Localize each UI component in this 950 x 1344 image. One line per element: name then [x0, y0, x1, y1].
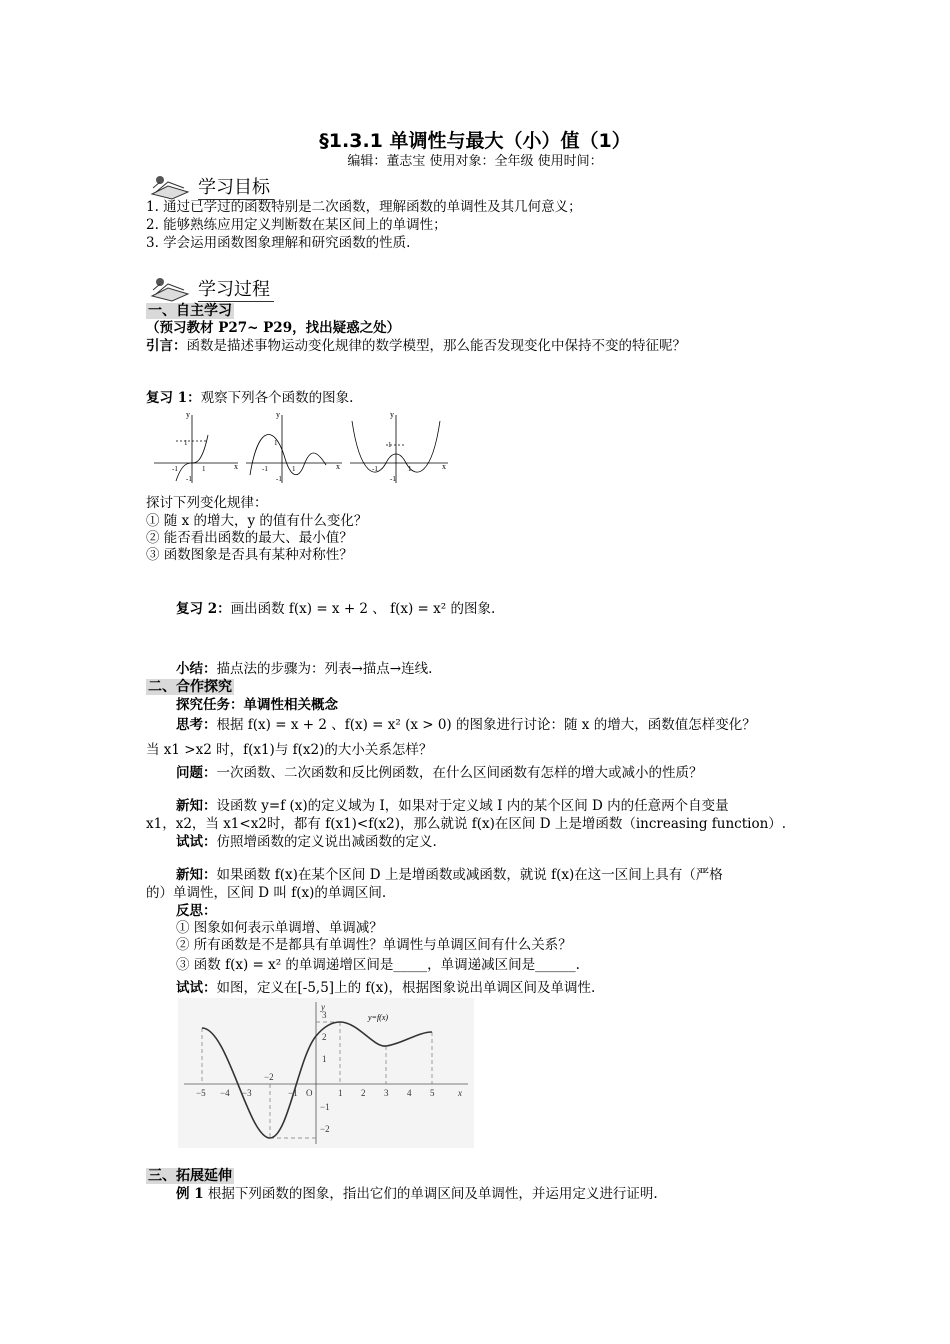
graph1-tick: -1: [186, 475, 192, 483]
review-1-text: 观察下列各个函数的图象.: [200, 390, 354, 406]
x-tick: −1: [288, 1088, 298, 1098]
graph2-tick: -1: [262, 465, 268, 473]
x-tick: −2: [264, 1072, 274, 1082]
think-cont: 当 x1 >x2 时，f(x1)与 f(x2)的大小关系怎样？: [146, 742, 433, 758]
summary: [176, 660, 432, 678]
function-graph: [178, 998, 474, 1148]
new-knowledge-2-text: 如果函数 f(x)在某个区间 D 上是增函数或减函数，就说 f(x)在这一区间上具有（严格: [216, 867, 723, 883]
graph3-tick: 1: [408, 465, 412, 473]
think-label: 思考：: [176, 717, 217, 733]
graph2-tick: 1: [292, 465, 296, 473]
graph2-tick: -1: [276, 475, 282, 483]
x-tick: 5: [430, 1088, 435, 1098]
example-1-text: 根据下列函数的图象，指出它们的单调区间及单调性，并运用定义进行证明.: [207, 1186, 658, 1202]
book-icon: [150, 276, 190, 302]
try-1-label: 试试：: [176, 834, 217, 850]
reflect-item-2: ② 所有函数是不是都具有单调性？单调性与单调区间有什么关系？: [176, 937, 572, 953]
example-1: [176, 1185, 658, 1203]
graph3-y-label: y: [390, 410, 394, 419]
explore-item-3: ③ 函数图象是否具有某种对称性？: [146, 547, 353, 563]
preview-note: （预习教材 P27~ P29，找出疑惑之处）: [146, 320, 401, 336]
try-2-text: 如图，定义在[-5,5]上的 f(x)，根据图象说出单调区间及单调性.: [216, 980, 596, 996]
explore-title: 探讨下列变化规律：: [146, 495, 268, 511]
task-label: 探究任务：: [176, 697, 244, 713]
think-text: 根据 f(x) = x + 2 、f(x) = x² (x > 0) 的图象进行讨论：随 x 的增大，函数值怎样变化？: [216, 717, 756, 733]
x-tick: −3: [242, 1088, 252, 1098]
reflect-label: 反思：: [176, 903, 217, 919]
curve-label: y=f(x): [368, 1013, 389, 1022]
y-tick: 1: [322, 1054, 327, 1064]
goals-header: [150, 166, 274, 200]
x-tick: 1: [338, 1088, 343, 1098]
review-1-label: 复习 1：: [146, 390, 201, 406]
x-ticks: [196, 1072, 462, 1098]
try-2-label: 试试：: [176, 980, 217, 996]
y-axis-label: y: [321, 1002, 325, 1012]
graph-cubic: [154, 415, 238, 483]
review-2-label: 复习 2：: [176, 601, 231, 617]
graph3-tick: -1: [372, 465, 378, 473]
review-graphs: [146, 405, 456, 487]
y-tick: 2: [322, 1032, 327, 1042]
review-2-text: 画出函数 f(x) = x + 2 、 f(x) = x² 的图象.: [230, 601, 496, 617]
think: [176, 716, 756, 734]
intro-text: 函数是描述事物运动变化规律的数学模型，那么能否发现变化中保持不变的特征呢？: [186, 338, 686, 354]
x-tick: −5: [196, 1088, 206, 1098]
process-header-text: 学习过程: [198, 275, 274, 302]
new-knowledge-2-label: 新知：: [176, 867, 217, 883]
page-title: §1.3.1 单调性与最大（小）值（1）: [319, 130, 631, 152]
function-curve: [202, 1022, 432, 1138]
x-tick: 3: [384, 1088, 389, 1098]
new-knowledge-1-cont: x1，x2，当 x1<x2时，都有 f(x1)<f(x2)，那么就说 f(x)在区间 D 上是增函数（increasing function）.: [146, 816, 787, 832]
new-knowledge-1: [176, 797, 729, 815]
try-2: [176, 979, 595, 997]
new-knowledge-1-text: 设函数 y=f (x)的定义域为 I，如果对于定义域 I 内的某个区间 D 内的任意两个自变量: [216, 798, 729, 814]
graph2-y-label: y: [276, 410, 280, 419]
section-3-heading: 三、拓展延伸: [148, 1168, 232, 1184]
question: [176, 764, 703, 782]
goal-3: 3. 学会运用函数图象理解和研究函数的性质.: [146, 235, 411, 251]
summary-label: 小结：: [176, 661, 217, 677]
section-2-heading: 二、合作探究: [148, 679, 232, 695]
graph1-tick: -1: [172, 465, 178, 473]
intro-label: 引言：: [146, 338, 187, 354]
try-1: [176, 833, 437, 851]
graph1-tick: 1: [184, 439, 188, 447]
question-text: 一次函数、二次函数和反比例函数，在什么区间函数有怎样的增大或减小的性质？: [216, 765, 703, 781]
graph3-tick: -1: [390, 475, 396, 483]
graph2-tick: 1: [274, 439, 278, 447]
y-tick: −2: [320, 1124, 330, 1134]
x-tick: 2: [361, 1088, 366, 1098]
question-label: 问题：: [176, 765, 217, 781]
task: [176, 696, 338, 714]
new-knowledge-1-label: 新知：: [176, 798, 217, 814]
intro: [146, 337, 686, 355]
graph1-x-label: x: [234, 462, 238, 471]
summary-text: 描点法的步骤为：列表→描点→连线.: [216, 661, 433, 677]
process-header: [150, 268, 274, 302]
y-tick: 3: [322, 1010, 327, 1020]
graph-quartic: [350, 415, 448, 483]
graph1-y-label: y: [186, 410, 190, 419]
page-subtitle: 编辑：董志宝 使用对象：全年级 使用时间：: [347, 154, 603, 169]
goal-2: 2. 能够熟练应用定义判断数在某区间上的单调性；: [146, 217, 447, 233]
example-1-label: 例 1: [176, 1186, 204, 1202]
explore-item-2: ② 能否看出函数的最大、最小值？: [146, 530, 353, 546]
graph3-x-label: x: [442, 462, 446, 471]
y-tick: −1: [320, 1102, 330, 1112]
graph2-x-label: x: [336, 462, 340, 471]
try-1-text: 仿照增函数的定义说出减函数的定义.: [216, 834, 437, 850]
x-origin: O: [306, 1088, 313, 1098]
graph3-tick: 1: [388, 441, 392, 449]
goals-header-text: 学习目标: [198, 173, 274, 200]
x-axis-label: x: [458, 1088, 462, 1098]
reflect-item-3: ③ 函数 f(x) = x² 的单调递增区间是_____，单调递减区间是______.: [176, 957, 580, 973]
explore-item-1: ① 随 x 的增大，y 的值有什么变化？: [146, 513, 368, 529]
x-tick: 4: [407, 1088, 412, 1098]
book-icon: [150, 174, 190, 200]
graph1-tick: 1: [202, 465, 206, 473]
section-1-heading: 一、自主学习: [148, 303, 232, 319]
review-2: [176, 600, 495, 618]
new-knowledge-2: [176, 866, 723, 884]
x-tick: −4: [220, 1088, 230, 1098]
reflect-item-1: ① 图象如何表示单调增、单调减？: [176, 920, 383, 936]
goal-1: 1. 通过已学过的函数特别是二次函数，理解函数的单调性及其几何意义；: [146, 199, 582, 215]
task-text: 单调性相关概念: [243, 697, 338, 713]
new-knowledge-2-cont: 的）单调性，区间 D 叫 f(x)的单调区间.: [146, 885, 387, 901]
